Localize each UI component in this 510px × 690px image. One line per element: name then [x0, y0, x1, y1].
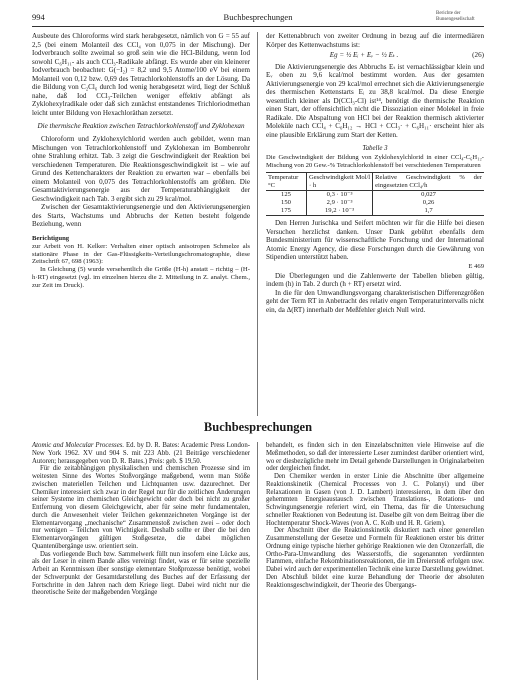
paragraph: Das vorliegende Buch bzw. Sammelwerk füllt nun insofern eine Lücke aus, als der Leser in einem Bande alles vereinigt findet, was er für seine spezielle Arbeit an Kenntnissen über sonstige elementare Stoßprozesse benötigt, wobei der Schwerpunkt der Gesamtdarstellung des Buches auf der Erfassung der Fortschritte in den Jahren nach dem Kriege liegt. Dabei wird nicht nur die theoretische Seite der maßgebenden Vorgänge [32, 550, 250, 597]
paragraph: Den Chemiker werden in erster Linie die Abschnitte über allgemeine Reaktionskinetik (Chemical Processes von J. C. Polanyi) und über Relaxationen in Gasen (von J. D. Lambert) interessieren, in dem über den gehemmten Energieaustausch zwischen Translations-, Rotations- und Schwingungsenergie referiert wird, ein Thema, das für die Untersuchung schneller Reaktionen von Bedeutung ist. Daselbe gilt von dem Beitrag über die Hochtemperatur Shock-Waves (von A. C. Kolb und H. R. Griem). [266, 473, 484, 527]
equation-expression: Eɡ = ½ Eᵢ + Eᵥ − ½ Eₜ . [329, 51, 399, 60]
table-header: Relative Geschwindigkeit % der eingesetzten CCl₄/h [373, 173, 484, 191]
paragraph: Für die zeitabhängigen physikalischen und chemischen Prozesse sind im weitesten Sinne des Wortes Stoßvorgänge maßgebend, wenn man Stöße zwischen materiellen Teilchen und Lichtquanten usw. dazurechnet. Der Chemiker interessiert sich zwar in der Regel nur für die zeitlichen Änderungen seiner Systeme im chemischen Gleichgewicht oder doch bei nicht zu großer Entfernung von diesem Gleichgewicht, aber für seine mehr fundamentalen, durch die Anwesenheit vieler Teilchen gekennzeichneten Vorgänge ist der Elementarvorgang „mechanische“ Zusammenstoß zwischen zwei – oder doch nur wenigen – Teilchen von Wichtigkeit. Deshalb sollte er über die bei den Elementarvorgängen gültigen Stoßgesetze, die dabei möglichen Quantenübergänge usw. orientiert sein. [32, 465, 250, 550]
correction-note [32, 235, 250, 290]
table-header: Geschwindigkeit Mol/l · h [306, 173, 372, 191]
correction-text: In Gleichung (5) wurde versehentlich die Größe (H-h) anstatt – richtig – (H-h·RT) eingesetzt (vgl. im einzelnen hierzu die 2. Mitteilung in Z. analyt. Chem., zur Zeit im Druck). [32, 266, 250, 289]
page-number: 994 [32, 12, 45, 22]
header-title: Buchbesprechungen [223, 12, 293, 22]
table-cell: 1,7 [373, 207, 484, 216]
correction-heading: Berichtigung [32, 235, 70, 243]
paragraph: Zwischen der Gesamtaktivierungsenergie und den Aktivierungsenergien des Starts, Wachstums und Abbruchs der Ketten besteht folgende Beziehung, wenn [32, 203, 250, 229]
table-cell: 19,2 · 10⁻³ [306, 207, 372, 216]
acknowledgement: Den Herren Jurischka und Seifert möchten wir für die Hilfe bei diesen Versuchen herzlichst danken. Unser Dank gebührt ebenfalls dem Bundesministerium für wissenschaftliche Forschung und der International Atomic Energy Agency, die diese Forschungen durch die Gewährung von Stipendien unterstützt haben. [266, 219, 484, 262]
table-caption: Tabelle 3 [362, 144, 388, 152]
table-title: Die Geschwindigkeit der Bildung von Zyklohexylchlorid in einer CCl₄-C₆H₁₂-Mischung von 20 Gew.-% Tetrachlorkohlenstoff bei verschiedenen Temperaturen [266, 154, 484, 169]
paragraph: Die Aktivierungsenergie des Abbruchs Eₜ ist vernachlässigbar klein und Eᵥ oben zu 9,6 kcal/mol bestimmt worden. Aus der gesamten Aktivierungsenergie von 29 kcal/mol errechnet sich die Aktivierungsenergie des thermischen Kettenstarts Eᵢ zu 38,8 kcal/mol. Da diese Energie wesentlich kleiner als D(CCl₃-Cl) ist¹⁴, benötigt die thermische Reaktion einen Start, der offensichtlich nicht die Dissoziation einer Molekel in freie Radikale. Die Abspaltung von HCl bei der Reaktion thermisch aktivierter Moleküle nach CCl₄ + C₆H₁₂ → HCl + CCl₃· + C₆H₁₁· erscheint hier als eine plausible Erklärung zum Start der Ketten. [266, 62, 484, 140]
section-heading: Buchbesprechungen [203, 420, 313, 434]
table-row [266, 199, 484, 207]
paragraph: Chloroform und Zyklohexylchlorid werden auch gebildet, wenn man Mischungen von Tetrachlorkohlenstoff und Zyklohexan im Bombenrohr ohne Strahlung erhitzt. Tab. 3 zeigt die Geschwindigkeit der Reaktion bei verschiedenen Temperaturen. Die Reaktionsgeschwindigkeit ist – wie auf Grund des Kettencharakters der Reaktion zu erwarten war – ebenfalls bei einem Molanteil von 0,075 des Tetrachlorkohlenstoffs am größten. Die Gesamtaktivierungsenergie aus der Temperaturabhängigkeit der Geschwindigkeit nach Tab. 3 ergibt sich zu 29 kcal/mol. [32, 135, 250, 203]
journal-name-line1: Berichte der [436, 11, 461, 16]
correction-text: zur Arbeit von H. Kelker: Verhalten einer optisch anisotropen Schmelze als stationäre Phase in der Gas-Flüssigkeits-Verteilungschromatographie, diese Zeitschrift 67, 698 (1963): [32, 242, 250, 266]
table-cell: 0,26 [373, 199, 484, 207]
document-page [32, 10, 484, 682]
review-left-column [32, 442, 250, 597]
running-header [32, 10, 484, 27]
right-column [266, 32, 484, 314]
book-title: Atomic and Molecular Processes. [32, 442, 125, 449]
paragraph: Ausbeute des Chloroforms wird stark herabgesetzt, nämlich von G = 55 auf 2,5 (bei einem Molanteil des CCl₄ von 0,075 in der Mischung). Der Iodverbrauch sollte zweimal so groß sein wie die HCl-Bildung, wenn Iod sowohl C₆H₁₁- als auch CCl₃-Radikale abfängt. Es wurde aber ein kleinerer Iodverbrauch beobachtet: G(−I₂) = 8,2 und 9,5 Atome/100 eV bei einem Molanteil von 0,12 bzw. 0,69 des Tetrachlorkohlenstoffs an der Lösung. Da die Bildung von C₂Cl₆ durch Iod wenig herabgesetzt wird, liegt der Schluß nahe, daß Iod CCl₃-Teilchen weniger effektiv abfängt als Zyklohexylradikale oder daß sich zunächst entstandenes Trichloriodmethan leicht unter Bildung von Hexachloräthan zersetzt. [32, 32, 250, 117]
table-cell: 125 [281, 191, 291, 199]
column-divider [257, 32, 258, 416]
table-cell: 175 [266, 207, 306, 216]
equation-number: (26) [472, 51, 484, 60]
table-row [266, 207, 484, 216]
book-details: Ed. by D. R. Bates: Academic Press London-New York 1962. XV und 904 S. mit 223 Abb. (21 Beiträge verschiedener Autoren; herausgegeben von D. R. Bates.) Preis: geb. $ 19,50. [32, 442, 250, 465]
paragraph: In die für den Umwandlungsvorgang charakteristischen Differenzgrößen geht der Term RT in Anbetracht des relativ engen Temperaturintervalls nicht ein, da Δ(RT) innerhalb der Meßfehler gleich Null wird. [266, 288, 484, 314]
left-column [32, 32, 250, 290]
table-cell: 0,027 [373, 191, 484, 199]
table-cell: 2,9 · 10⁻³ [306, 199, 372, 207]
manuscript-reference: E 469 [468, 263, 484, 270]
paragraph: behandelt, es finden sich in den Einzelabschnitten viele Hinweise auf die Meßmethoden, so daß der interessierte Leser zumindest darüber orientiert wird, wo er diesbezügliche mehr im Detail gehende Darstellungen in Originalarbeiten oder dergleichen findet. [266, 442, 484, 473]
subheading: Die thermische Reaktion zwischen Tetrachlorkohlenstoff und Zyklohexan [37, 122, 245, 131]
book-reference [32, 442, 250, 465]
table-header: Temperatur °C [266, 173, 306, 191]
table-cell: 150 [281, 199, 291, 207]
equation [266, 51, 484, 60]
column-divider [257, 442, 258, 680]
table-row [266, 191, 484, 199]
paragraph: Der Abschnitt über die Reaktionskinetik diskutiert nach einer generellen Zusammenstellung der Gesetze und Formeln für Reaktionen erster bis dritter Ordnung einige typische hierher gehörige Reaktionen wie den Ozonzerfall, die Ortho-Para-Umwandlung des Wasserstoffs, die sogenannten verdünnten Flammen, einfache Rekombinationsreaktionen, die im Dreierstoß erfolgen usw. Dabei wird auch der experimentellen Technik eine kurze Darstellung gewidmet. Den Abschluß bildet eine kurze Behandlung der Theorie der absoluten Reaktionsgeschwindigkeit, der Theorie des Übergangs- [266, 527, 484, 589]
review-right-column [266, 442, 484, 589]
article-columns [32, 32, 484, 416]
data-table [266, 172, 484, 216]
paragraph: Die Überlegungen und die Zahlenwerte der Tabellen blieben gültig, indem (h) in Tab. 2 durch (h + RT) ersetzt wird. [266, 271, 484, 289]
journal-name [436, 11, 484, 22]
journal-name-line2: Bunsengesellschaft [436, 16, 475, 22]
table-cell: 0,3 · 10⁻³ [306, 191, 372, 199]
book-review [32, 442, 484, 680]
paragraph: der Kettenabbruch von zweiter Ordnung in bezug auf die intermediären Körper des Kettenwachstums ist: [266, 32, 484, 49]
